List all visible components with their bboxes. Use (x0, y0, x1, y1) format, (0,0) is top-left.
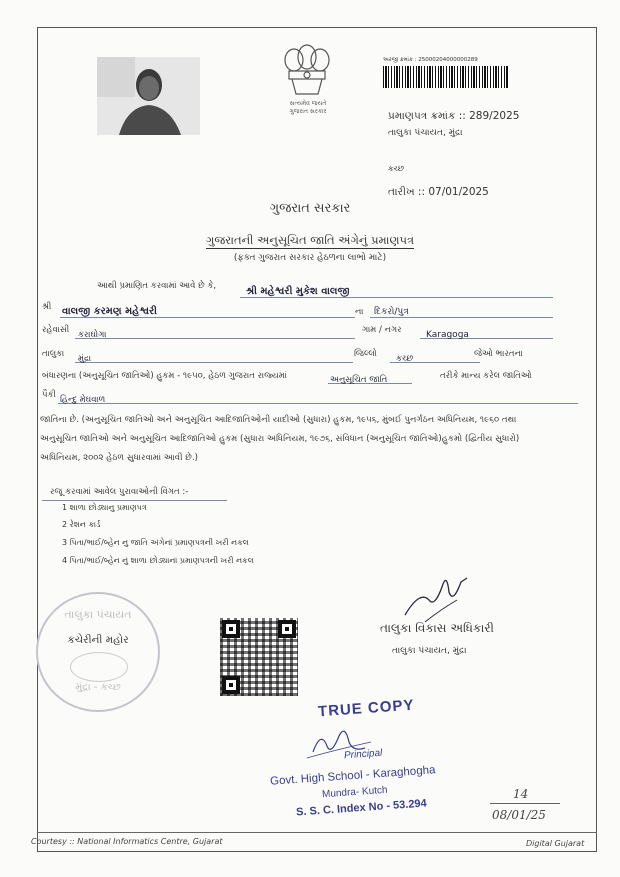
barcode-block (383, 57, 509, 88)
taluka-value: મુંદ્રા (78, 354, 92, 364)
seal-text-bottom: મુંદ્રા - કચ્છ (75, 682, 121, 693)
name-field (240, 279, 553, 298)
handwritten-date: 08/01/25 (492, 808, 546, 822)
district-label: જિલ્લો (354, 349, 377, 359)
resident-field (75, 322, 355, 339)
certify-text: આથી પ્રમાણિત કરવામાં આવે છે કે, (97, 281, 217, 291)
evidence-heading: રજૂ કરવામાં આવેલ પુરાવાઓની વિગત :- (50, 487, 189, 497)
issuing-office: તાલુકા પંચાયત, મુંદ્રા (388, 128, 463, 138)
qr-code-icon (220, 618, 298, 696)
true-copy-stamp: TRUE COPY (317, 696, 415, 721)
issue-date: તારીખ :: 07/01/2025 (388, 186, 489, 198)
order-text: બંધારણના (અનુસૂચિત જાતિઓ) હુકમ - ૧૯૫૦, હેઠળ ગુજરાત રાજ્યમાં (42, 371, 287, 381)
village-value: Karagoga (426, 330, 469, 340)
footer-digital-gujarat: Digital Gujarat (526, 839, 585, 848)
certificate-number: પ્રમાણપત્ર ક્રમાંક :: 289/2025 (388, 110, 520, 122)
signatory-title: તાલુકા વિકાસ અધિકારી (380, 621, 494, 635)
taluka-field (75, 346, 353, 363)
certificate-subtitle: (ફક્ત ગુજરાત સરકાર હેઠળના લાભો માટે) (233, 253, 387, 263)
evidence-item: 2 રેશન કાર્ડ (62, 520, 101, 529)
emblem-motto: સત્યમેવ જયતે (289, 100, 327, 107)
signatory-office: તાલુકા પંચાયત, મુંદ્રા (392, 646, 467, 656)
category-value: અનુસૂચિત જાતિ (330, 375, 388, 385)
person-name: શ્રી મહેશ્વરી મુકેશ વાલજી (246, 286, 350, 297)
seal-text-top: તાલુકા પંચાયત (64, 608, 132, 621)
relation-prefix: ના (355, 307, 364, 317)
reference-district: કચ્છ (388, 164, 405, 173)
evidence-item: 3 પિતા/ભાઈ/બ્હેન નુ જાતિ અંગેનાં પ્રમાણપત્રની ખરી નકલ (62, 538, 249, 547)
barcode-icon (383, 66, 509, 88)
evidence-heading-wrap (42, 479, 227, 501)
principal-label: Principal (343, 747, 383, 762)
handwritten-rule (490, 803, 560, 804)
father-name: વાલજી કરમણ મહેશ્વરી (62, 306, 158, 317)
state-text: જેઓ ભારતના (474, 349, 523, 359)
emblem-government: ગુજરાત સરકાર (289, 108, 327, 115)
caste-value: હિન્દુ મેઘવાળ (60, 395, 106, 405)
seal-text-mid: કચેરીની મહોર (67, 634, 129, 646)
father-name-field (60, 299, 355, 318)
certificate-title: ગુજરાતની અનુસૂચિત જાતિ અંગેનું પ્રમાણપત્ર (205, 233, 415, 247)
evidence-item: 1 શાળા છોડ્યાનુ પ્રમાણપત્ર (62, 503, 147, 512)
resident-label: રહેવાસી (42, 325, 70, 335)
category-field (328, 367, 412, 384)
qr-finder-icon (278, 620, 296, 638)
village-field (420, 322, 553, 339)
officer-signature-icon (395, 570, 475, 625)
certificate-title-wrap (0, 229, 620, 248)
village-label: ગામ / નગર (362, 325, 402, 335)
evidence-item: 4 પિતા/ભાઈ/બ્હેન નું શાળા છોડ્યાનાં પ્રમાણપત્રની ખરી નકલ (62, 556, 254, 565)
footer-courtesy: Courtesy :: National Informatics Centre, Gujarat (31, 837, 223, 846)
school-place: Mundra- Kutch (321, 784, 388, 801)
district-value: કચ્છ (396, 354, 414, 364)
school-name: Govt. High School - Karaghogha (269, 764, 436, 788)
government-title: ગુજરાત સરકાર (269, 201, 351, 216)
para-line-1: જાતિના છે. (અનુસૂચિત જાતિઓ અને અનુસૂચિત આદિજાતિઓની યાદીઓ (સુધારા) હુકમ, ૧૯૫૬, મુંબઈ પુનર્ગઠન અધિનિયમ, ૧૯૬૦ તથા (40, 415, 517, 425)
emblem-caption (258, 100, 358, 116)
applicant-photo (97, 57, 200, 135)
caste-field (58, 387, 578, 404)
father-prefix: શ્રી (42, 302, 52, 312)
resident-value: કરાઘોગા (78, 330, 107, 340)
district-field (390, 346, 480, 363)
footer-rule (37, 832, 597, 833)
ssc-index-number: S. S. C. Index No - 53.294 (295, 797, 428, 819)
para-line-3: અધિનિયમ, ૨૦૦૨ હેઠળ સુધારવામાં આવી છે.) (40, 453, 199, 463)
relation-value: દિકરો/પુત્ર (374, 307, 409, 317)
qr-finder-icon (222, 620, 240, 638)
qr-finder-icon (222, 676, 240, 694)
application-number: અરજી ક્રમાંક : 25000204000000289 (383, 57, 478, 63)
legal-paragraph (40, 411, 590, 468)
taluka-label: તાલુકા (42, 349, 65, 359)
para-line-2: અનુસૂચિત જાતિઓ અને અનુસૂચિત આદિજાતિઓ હુકમ (સુધારા અધિનિયમ, ૧૯૭૬, સંવિધાન (અનુસૂચિત જાતિઓ)હુકમો (દ્વિતીય સુધારો) (40, 434, 520, 444)
office-seal (36, 592, 160, 712)
recognized-text: તરીકે માન્ય કરેલ જાતિઓ (440, 371, 532, 381)
handwritten-number: 14 (513, 787, 529, 801)
caste-prefix: પૈકી (42, 390, 56, 400)
relation-field (370, 299, 553, 318)
seal-inner-ring (70, 652, 128, 682)
